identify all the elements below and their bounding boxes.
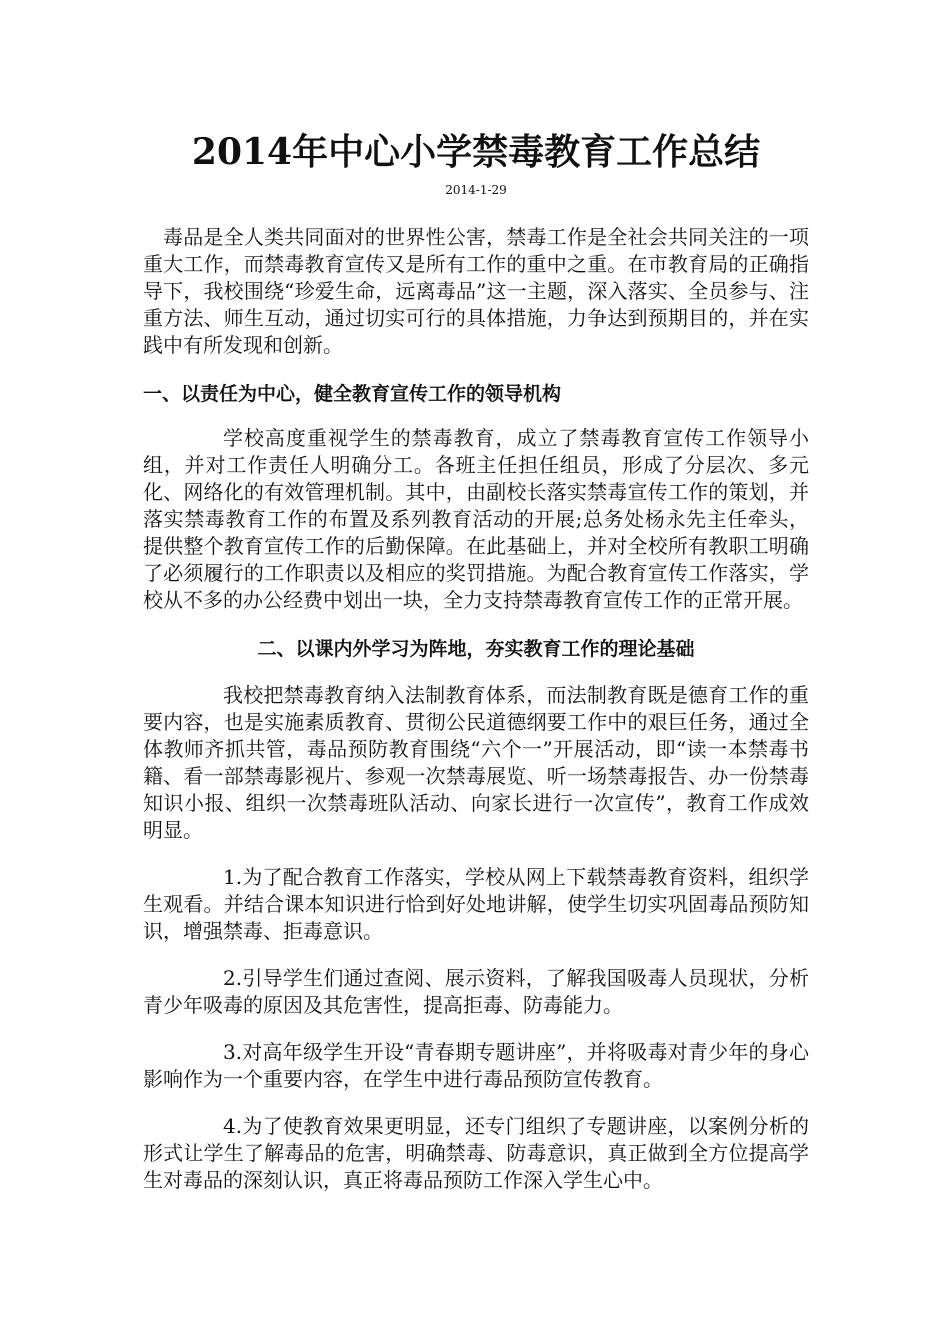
section1-paragraph: 学校高度重视学生的禁毒教育，成立了禁毒教育宣传工作领导小组，并对工作责任人明确分工。各班主任担任组员，形成了分层次、多元化、网络化的有效管理机制。其中，由副校长落实禁毒宣传工作的策划，并落实禁毒教育工作的布置及系列教育活动的开展;总务处杨永先主任牵头，提供整个教育宣传工作的后勤保障。在此基础上，并对全校所有教职工明确了必须履行的工作职责以及相应的奖罚措施。为配合教育宣传工作落实，学校从不多的办公经费中划出一块，全力支持禁毒教育宣传工作的正常开展。 [143,426,809,612]
section1-heading: 一、以责任为中心，健全教育宣传工作的领导机构 [143,383,562,405]
document-title: 2014年中心小学禁毒教育工作总结 [191,131,761,173]
list-item-1: 1.为了配合教育工作落实，学校从网上下载禁毒教育资料，组织学生观看。并结合课本知识进行恰到好处地讲解，使学生切实巩固毒品预防知识，增强禁毒、拒毒意识。 [143,865,809,943]
section2-paragraph: 我校把禁毒教育纳入法制教育体系，而法制教育既是德育工作的重要内容，也是实施素质教育、贯彻公民道德纲要工作中的艰巨任务，通过全体教师齐抓共管，毒品预防教育围绕“六个一”开展活动，即“读一本禁毒书籍、看一部禁毒影视片、参观一次禁毒展览、听一场禁毒报告、办一份禁毒知识小报、组织一次禁毒班队活动、向家长进行一次宣传”，教育工作成效明显。 [143,683,809,842]
list-item-3: 3.对高年级学生开设“青春期专题讲座”，并将吸毒对青少年的身心影响作为一个重要内容，在学生中进行毒品预防宣传教育。 [143,1040,809,1091]
section2-heading: 二、以课内外学习为阵地，夯实教育工作的理论基础 [257,638,695,660]
list-item-4: 4.为了使教育效果更明显，还专门组织了专题讲座，以案例分析的形式让学生了解毒品的危害，明确禁毒、防毒意识，真正做到全方位提高学生对毒品的深刻认识，真正将毒品预防工作深入学生心中。 [143,1114,809,1192]
document-page [143,128,809,1194]
list-item-2: 2.引导学生们通过查阅、展示资料，了解我国吸毒人员现状，分析青少年吸毒的原因及其危害性，提高拒毒、防毒能力。 [143,966,809,1017]
intro-paragraph: 毒品是全人类共同面对的世界性公害，禁毒工作是全社会共同关注的一项重大工作，而禁毒教育宣传又是所有工作的重中之重。在市教育局的正确指导下，我校围绕“珍爱生命，远离毒品”这一主题，深入落实、全员参与、注重方法、师生互动，通过切实可行的具体措施，力争达到预期目的，并在实践中有所发现和创新。 [143,225,809,357]
document-date: 2014-1-29 [445,183,507,197]
